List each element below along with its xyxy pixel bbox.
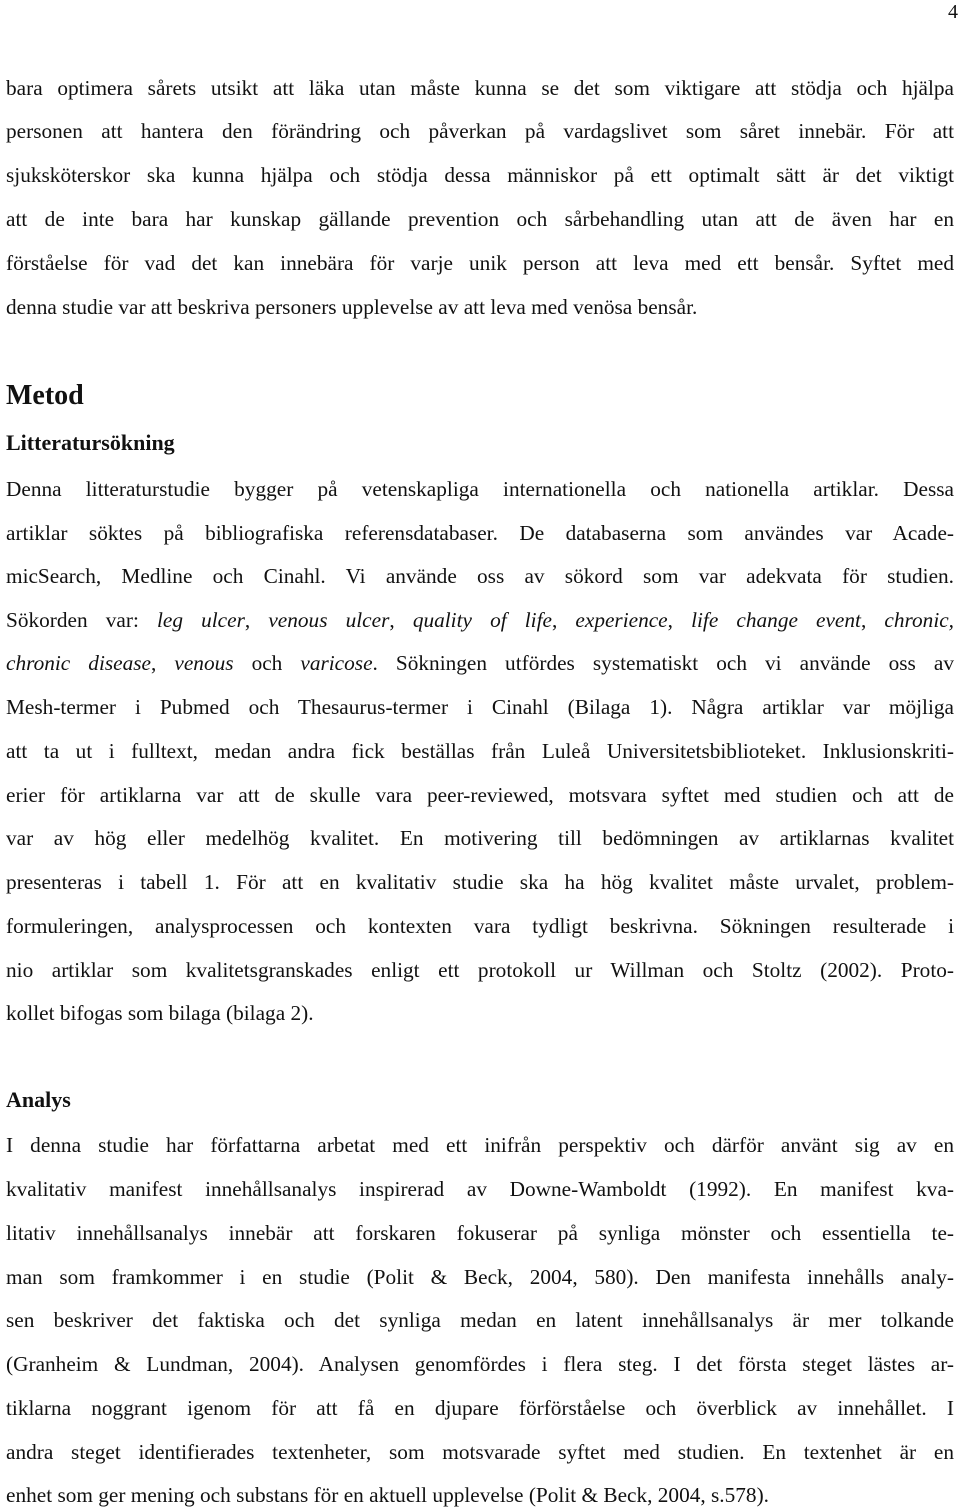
keyword: venous ulcer <box>268 608 390 632</box>
text: , <box>551 608 576 632</box>
subsection-heading-literature-search: Litteratursökning <box>6 430 175 455</box>
keyword: quality of life <box>412 608 552 632</box>
paragraph-line: att de inte bara har kunskap gällande prevention och sårbehandling utan att de även har en <box>6 207 954 231</box>
page-number: 4 <box>948 1 958 23</box>
subsection-heading-analysis: Analys <box>6 1087 71 1112</box>
paragraph-line: var av hög eller medelhög kvalitet. En motivering till bedömningen av artiklarnas kvalitet <box>6 826 954 850</box>
keyword: life change event <box>691 608 861 632</box>
paragraph-line: man som framkommer i en studie (Polit & Beck, 2004, 580). Den manifesta innehålls analy- <box>6 1265 954 1289</box>
paragraph-line: presenteras i tabell 1. För att en kvalitativ studie ska ha hög kvalitet måste urvalet, problem- <box>6 870 954 894</box>
paragraph-line-keywords <box>6 650 954 676</box>
text: , <box>860 608 885 632</box>
paragraph-line: (Granheim & Lundman, 2004). Analysen genomfördes i flera steg. I det första steget lästes ar- <box>6 1352 954 1376</box>
paragraph-line: artiklar söktes på bibliografiska referensdatabaser. De databaserna som användes var Acade- <box>6 521 954 545</box>
text: , <box>244 608 269 632</box>
text: , <box>151 651 175 675</box>
paragraph-line: Mesh-termer i Pubmed och Thesaurus-termer i Cinahl (Bilaga 1). Några artiklar var möjliga <box>6 695 954 719</box>
paragraph-line: kollet bifogas som bilaga (bilaga 2). <box>6 1001 314 1025</box>
text: . Sökningen utfördes systematiskt och vi använde oss av <box>372 651 954 675</box>
keyword: varicose <box>300 651 373 675</box>
paragraph-line: enhet som ger mening och substans för en aktuell upplevelse (Polit & Beck, 2004, s.578). <box>6 1483 769 1507</box>
paragraph-line: nio artiklar som kvalitetsgranskades enligt ett protokoll ur Willman och Stoltz (2002). Proto- <box>6 958 954 982</box>
paragraph-line: erier för artiklarna var att de skulle vara peer-reviewed, motsvara syftet med studien och att de <box>6 783 954 807</box>
keyword: venous <box>174 651 234 675</box>
paragraph-line: micSearch, Medline och Cinahl. Vi använde oss av sökord som var adekvata för studien. <box>6 564 954 588</box>
keyword: chronic disease <box>6 651 152 675</box>
paragraph-line: I denna studie har författarna arbetat med ett inifrån perspektiv och därför använt sig av en <box>6 1133 954 1157</box>
section-heading-method: Metod <box>6 380 84 411</box>
paragraph-line: bara optimera sårets utsikt att läka utan måste kunna se det som viktigare att stödja och hjälpa <box>6 76 954 100</box>
text: och <box>233 651 301 675</box>
text: Sökorden var: <box>6 608 157 632</box>
paragraph-line: Denna litteraturstudie bygger på vetenskapliga internationella och nationella artiklar. Dessa <box>6 477 954 501</box>
paragraph-line: sjuksköterskor ska kunna hjälpa och stödja dessa människor på ett optimalt sätt är det viktigt <box>6 163 954 187</box>
text: , <box>667 608 692 632</box>
paragraph-line-keywords <box>6 607 954 633</box>
keyword: chronic, <box>884 608 955 632</box>
paragraph-line: denna studie var att beskriva personers upplevelse av att leva med venösa bensår. <box>6 295 698 319</box>
paragraph-line: tiklarna noggrant igenom för att få en djupare förförståelse och överblick av innehållet. I <box>6 1396 954 1420</box>
paragraph-line: att ta ut i fulltext, medan andra fick beställas från Luleå Universitetsbiblioteket. Inklusionskriti- <box>6 739 954 763</box>
keyword: leg ulcer <box>156 608 245 632</box>
paragraph-line: formuleringen, analysprocessen och kontexten vara tydligt beskrivna. Sökningen resulterade i <box>6 914 954 938</box>
paragraph-line: kvalitativ manifest innehållsanalys inspirerad av Downe-Wamboldt (1992). En manifest kva- <box>6 1177 954 1201</box>
paragraph-line: sen beskriver det faktiska och det synliga medan en latent innehållsanalys är mer tolkande <box>6 1308 954 1332</box>
paragraph-line: förståelse för vad det kan innebära för varje unik person att leva med ett bensår. Syftet med <box>6 251 954 275</box>
text: , <box>389 608 413 632</box>
paragraph-line: andra steget identifierades textenheter, som motsvarade syftet med studien. En textenhet är en <box>6 1440 954 1464</box>
keyword: experience <box>575 608 668 632</box>
paragraph-line: personen att hantera den förändring och påverkan på vardagslivet som såret innebär. För att <box>6 119 954 143</box>
paragraph-line: litativ innehållsanalys innebär att forskaren fokuserar på synliga mönster och essentiella te- <box>6 1221 954 1245</box>
